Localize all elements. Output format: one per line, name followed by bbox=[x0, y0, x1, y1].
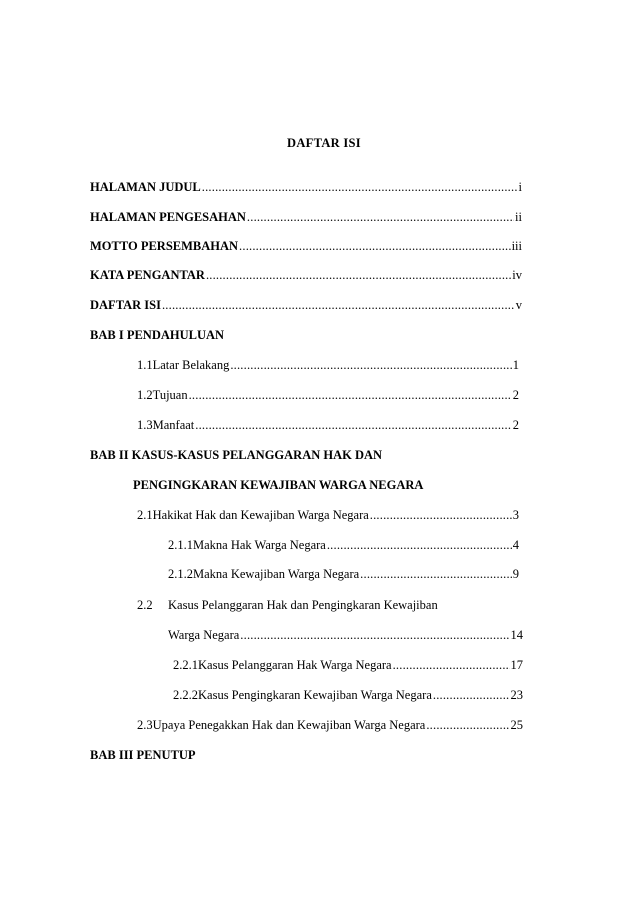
toc-entry-page: 2 bbox=[512, 388, 519, 402]
toc-entry-label-continued: Warga Negara bbox=[168, 628, 240, 642]
toc-entry-daftar-isi bbox=[90, 298, 522, 313]
toc-entry-label: HALAMAN PENGESAHAN bbox=[90, 210, 246, 224]
toc-entry-label: Kasus Pelanggaran Hak dan Pengingkaran Kewajiban bbox=[168, 598, 438, 612]
toc-entry-page: iii bbox=[511, 239, 522, 253]
toc-entry-halaman-judul bbox=[90, 180, 522, 195]
chapter-heading-bab-2: BAB II KASUS-KASUS PELANGGARAN HAK DAN bbox=[90, 448, 383, 462]
toc-entry-label: Kasus Pengingkaran Kewajiban Warga Negara bbox=[198, 688, 432, 702]
toc-entry-1-2 bbox=[137, 388, 519, 403]
chapter-heading-bab-1: BAB I PENDAHULUAN bbox=[90, 328, 225, 342]
toc-entry-page: 25 bbox=[510, 718, 523, 732]
toc-entry-halaman-pengesahan bbox=[90, 210, 522, 225]
leader-dots bbox=[162, 298, 515, 313]
leader-dots bbox=[360, 567, 512, 582]
toc-entry-number: 2.1 bbox=[137, 508, 153, 522]
toc-entry-2-2 bbox=[137, 598, 438, 613]
toc-entry-number: 2.1.2 bbox=[168, 567, 193, 581]
toc-entry-page: v bbox=[515, 298, 522, 312]
toc-entry-number: 2.3 bbox=[137, 718, 153, 732]
toc-entry-label: Upaya Penegakkan Hak dan Kewajiban Warga Negara bbox=[152, 718, 426, 732]
toc-entry-page: 14 bbox=[510, 628, 523, 642]
toc-entry-kata-pengantar bbox=[90, 268, 522, 283]
leader-dots bbox=[206, 268, 511, 283]
leader-dots bbox=[327, 538, 512, 553]
toc-entry-number: 2.2.1 bbox=[173, 658, 198, 672]
toc-entry-page: 4 bbox=[512, 538, 519, 552]
leader-dots bbox=[195, 418, 511, 433]
toc-entry-label: Hakikat Hak dan Kewajiban Warga Negara bbox=[152, 508, 369, 522]
toc-entry-number: 1.1 bbox=[137, 358, 153, 372]
chapter-heading-bab-3: BAB III PENUTUP bbox=[90, 748, 196, 762]
leader-dots bbox=[240, 628, 509, 643]
toc-entry-page: i bbox=[518, 180, 522, 194]
toc-entry-number: 1.3 bbox=[137, 418, 153, 432]
toc-entry-label: Makna Kewajiban Warga Negara bbox=[193, 567, 360, 581]
leader-dots bbox=[230, 358, 511, 373]
leader-dots bbox=[247, 210, 514, 225]
toc-entry-page: 3 bbox=[512, 508, 519, 522]
toc-entry-2-1-2 bbox=[168, 567, 519, 582]
toc-entry-page: 1 bbox=[512, 358, 519, 372]
toc-entry-label: Manfaat bbox=[152, 418, 195, 432]
toc-entry-2-3 bbox=[137, 718, 523, 733]
toc-entry-page: 9 bbox=[512, 567, 519, 581]
toc-entry-page: 17 bbox=[510, 658, 523, 672]
leader-dots bbox=[426, 718, 509, 733]
toc-entry-number: 1.2 bbox=[137, 388, 153, 402]
chapter-heading-bab-2-continued: PENGINGKARAN KEWAJIBAN WARGA NEGARA bbox=[133, 478, 424, 492]
toc-entry-number: 2.1.1 bbox=[168, 538, 193, 552]
toc-entry-2-2-2 bbox=[173, 688, 523, 703]
toc-entry-label: Makna Hak Warga Negara bbox=[193, 538, 326, 552]
toc-entry-2-1 bbox=[137, 508, 519, 523]
toc-entry-1-1 bbox=[137, 358, 519, 373]
toc-entry-label: DAFTAR ISI bbox=[90, 298, 161, 312]
toc-entry-label: KATA PENGANTAR bbox=[90, 268, 205, 282]
leader-dots bbox=[433, 688, 510, 703]
toc-entry-page: 2 bbox=[512, 418, 519, 432]
toc-entry-1-3 bbox=[137, 418, 519, 433]
toc-entry-label: HALAMAN JUDUL bbox=[90, 180, 201, 194]
leader-dots bbox=[370, 508, 512, 523]
toc-entry-page: 23 bbox=[510, 688, 523, 702]
toc-entry-2-1-1 bbox=[168, 538, 519, 553]
toc-entry-number: 2.2.2 bbox=[173, 688, 198, 702]
leader-dots bbox=[393, 658, 510, 673]
toc-entry-motto-persembahan bbox=[90, 239, 522, 254]
toc-entry-2-2-1 bbox=[173, 658, 523, 673]
toc-entry-label: Latar Belakang bbox=[152, 358, 230, 372]
toc-entry-number: 2.2 bbox=[137, 598, 153, 612]
leader-dots bbox=[202, 180, 518, 195]
toc-entry-2-2-continued bbox=[168, 628, 523, 643]
toc-entry-page: iv bbox=[512, 268, 522, 282]
toc-entry-label: MOTTO PERSEMBAHAN bbox=[90, 239, 239, 253]
toc-entry-label: Tujuan bbox=[152, 388, 188, 402]
toc-entry-page: ii bbox=[515, 210, 522, 224]
leader-dots bbox=[239, 239, 511, 254]
page-title: DAFTAR ISI bbox=[287, 136, 361, 150]
toc-entry-label: Kasus Pelanggaran Hak Warga Negara bbox=[198, 658, 392, 672]
leader-dots bbox=[189, 388, 512, 403]
